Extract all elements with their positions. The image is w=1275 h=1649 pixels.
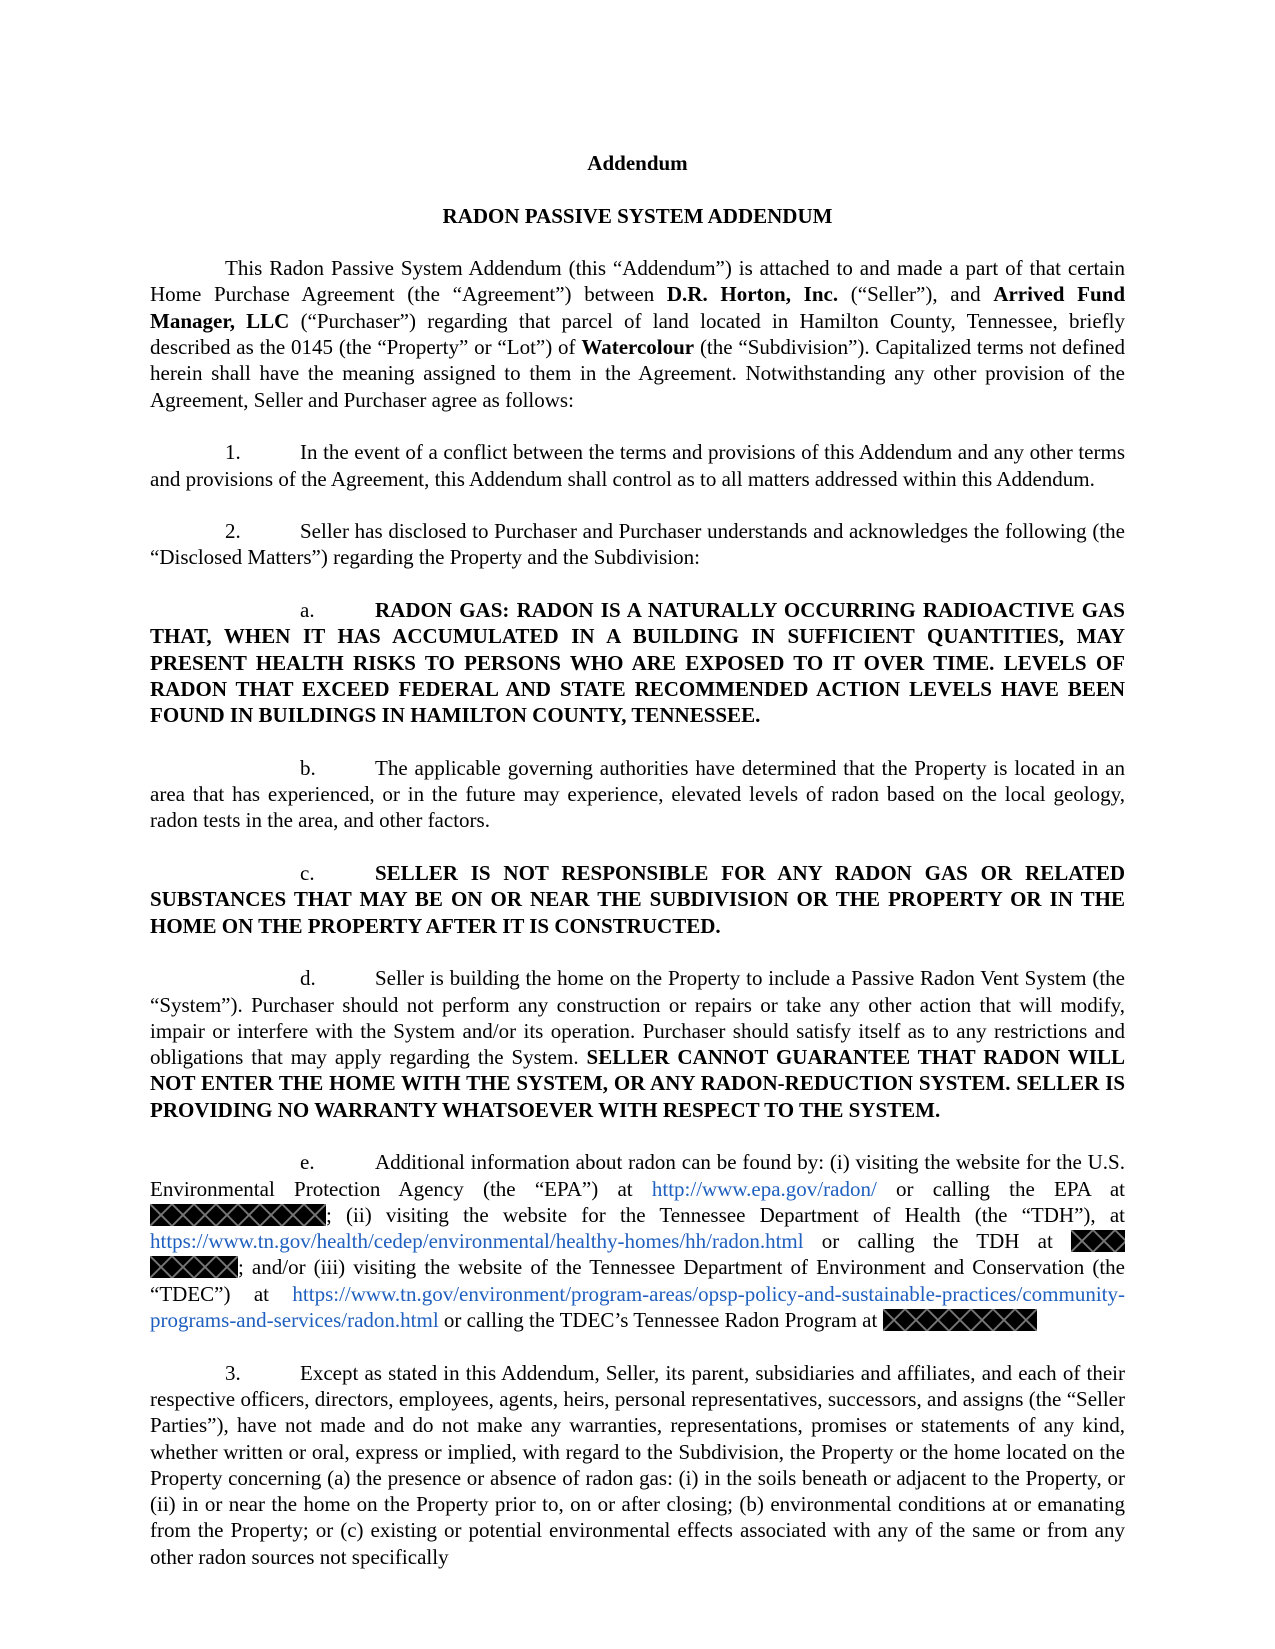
seller-name: D.R. Horton, Inc. [666, 282, 839, 307]
subsection-label: d. [300, 966, 316, 991]
subsection-b [150, 755, 1125, 834]
redacted-phone [150, 1256, 238, 1278]
redacted-phone [883, 1309, 1037, 1331]
intro-text: (“Seller”), and [838, 282, 994, 307]
subsection-label: a. [300, 598, 315, 623]
section-3 [150, 1360, 1125, 1570]
subsection-a [150, 597, 1125, 728]
document-heading: Addendum [587, 151, 688, 175]
section-text: Except as stated in this Addendum, Seller, its parent, subsidiaries and affiliates, and each of their respective officers, directors, employees, agents, heirs, personal representatives, successors, and assigns (the “Seller Parties”), have not made and do not make any warranties, representations, promises or statements of any kind, whether written or oral, express or implied, with regard to the Subdivision, the Property or the home located on the Property concerning (a) the presence or absence of radon gas: (i) in the soils beneath or adjacent to the Property, or (ii) in or near the home on the Property prior to, on or after closing; (b) environmental conditions at or emanating from the Property; or (c) existing or potential environmental effects associated with any of the same or from any other radon sources not specifically [150, 1360, 1125, 1569]
intro-text: This Radon Passive System Addendum (this “Addendum”) is attached to and made a part of that certain Home Purchase Agreement (the “Agreement”) between [150, 256, 1125, 307]
section-3-container [150, 1360, 1125, 1569]
subsection-text: RADON GAS: RADON IS A NATURALLY OCCURRING RADIOACTIVE GAS THAT, WHEN IT HAS ACCUMULATED IN A BUILDING IN SUFFICIENT QUANTITIES, MAY PRESENT HEALTH RISKS TO PERSONS WHO ARE EXPOSED TO IT OVER TIME. LEVELS OF RADON THAT EXCEED FEDERAL AND STATE RECOMMENDED ACTION LEVELS HAVE BEEN FOUND IN BUILDINGS IN HAMILTON COUNTY, TENNESSEE. [150, 598, 1125, 728]
intro-paragraph [150, 255, 1125, 413]
subsection-label: c. [300, 861, 315, 886]
subsection-e [150, 1149, 1125, 1333]
intro-text: (the “Subdivision”). Capitalized terms not defined herein shall have the meaning assigned to them in the Agreement. Notwithstanding any other provision of the Agreement, Seller and Purchaser agree as follows: [150, 335, 1125, 412]
redacted-phone [150, 1204, 326, 1226]
section-2 [150, 518, 1125, 571]
subsection-text: Additional information about radon can be found by: (i) visiting the website for the U.S. Environmental Protection Agency (the “EPA”) at [150, 1150, 1125, 1201]
subsection-text: ; and/or (iii) visiting the website of the Tennessee Department of Environment and Conservation (the “TDEC”) at [150, 1255, 1125, 1306]
subsection-text: ; (ii) visiting the website for the Tennessee Department of Health (the “TDH”), at [326, 1202, 1125, 1227]
tdh-link[interactable]: https://www.tn.gov/health/cedep/environmental/healthy-homes/hh/radon.html [150, 1229, 804, 1254]
redacted-phone [1071, 1230, 1125, 1252]
section-text: In the event of a conflict between the terms and provisions of this Addendum and any other terms and provisions of the Agreement, this Addendum shall control as to all matters addressed within this Addendum. [150, 440, 1125, 491]
intro-text: (“Purchaser”) regarding that parcel of land located in Hamilton County, Tennessee, briefly described as the 0145 (the “Property” or “Lot”) of [150, 308, 1125, 360]
document-title: RADON PASSIVE SYSTEM ADDENDUM [442, 203, 833, 228]
document-body [150, 150, 1125, 1569]
section-number: 3. [225, 1360, 241, 1385]
subsection-d [150, 965, 1125, 1123]
section-number: 1. [225, 440, 241, 465]
subsection-text: The applicable governing authorities have determined that the Property is located in an area that has experienced, or in the future may experience, elevated levels of radon based on the local geology, radon tests in the area, and other factors. [150, 755, 1125, 833]
subsection-text: or calling the EPA at [876, 1176, 1125, 1201]
subsection-c [150, 860, 1125, 939]
tdec-link[interactable]: https://www.tn.gov/environment/program-areas/opsp-policy-and-sustainable-practices/community-programs-and-services/radon.html [150, 1281, 1125, 1333]
subsection-text: or calling the TDEC’s Tennessee Radon Program at [438, 1308, 883, 1333]
purchaser-name: Arrived Fund Manager, LLC [150, 282, 1125, 333]
section-1 [150, 439, 1125, 492]
section-number: 2. [225, 519, 241, 544]
subsection-label: e. [300, 1150, 315, 1175]
subsection-text: Seller is building the home on the Property to include a Passive Radon Vent System (the “System”). Purchaser should not perform any construction or repairs or take any other action that will modify, impair or interfere with the System and/or its operation. Purchaser should satisfy itself as to any restrictions and obligations that may apply regarding the System. [150, 966, 1125, 1070]
subsection-label: b. [300, 755, 316, 780]
subsection-text: or calling the TDH at [803, 1229, 1071, 1254]
section-text: Seller has disclosed to Purchaser and Purchaser understands and acknowledges the following (the “Disclosed Matters”) regarding the Property and the Subdivision: [150, 519, 1125, 570]
epa-link[interactable]: http://www.epa.gov/radon/ [651, 1176, 877, 1201]
subsection-text: SELLER IS NOT RESPONSIBLE FOR ANY RADON GAS OR RELATED SUBSTANCES THAT MAY BE ON OR NEAR THE SUBDIVISION OR THE PROPERTY OR IN THE HOME ON THE PROPERTY AFTER IT IS CONSTRUCTED. [150, 861, 1125, 938]
subdivision-name: Watercolour [581, 335, 695, 360]
subsection-bold-text: SELLER CANNOT GUARANTEE THAT RADON WILL NOT ENTER THE HOME WITH THE SYSTEM, OR ANY RADON-REDUCTION SYSTEM. SELLER IS PROVIDING NO WARRANTY WHATSOEVER WITH RESPECT TO THE SYSTEM. [150, 1045, 1125, 1122]
